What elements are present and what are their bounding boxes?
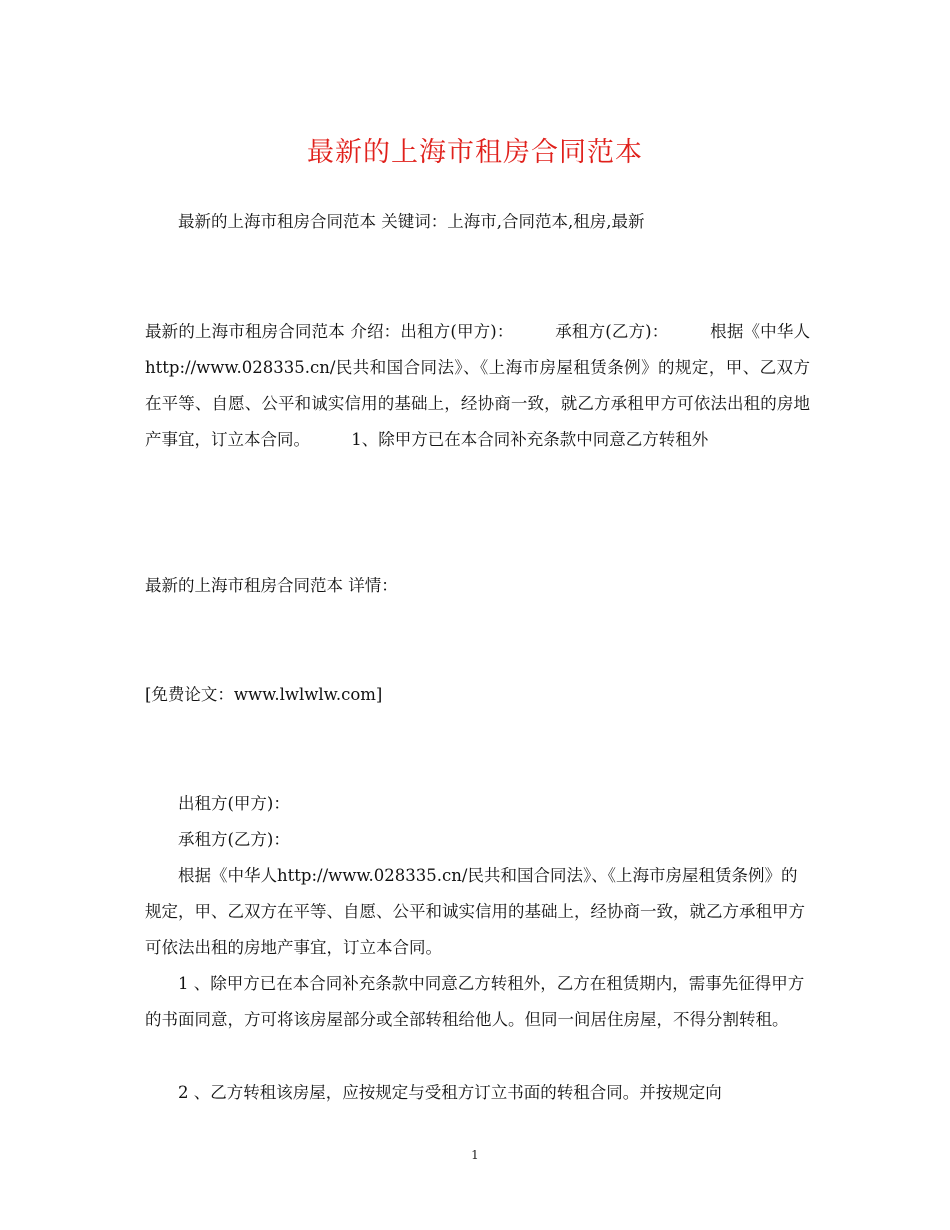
page-number: 1 — [471, 1148, 479, 1162]
intro-paragraph: 最新的上海市租房合同范本 介绍：出租方(甲方)： 承租方(乙方)： 根据《中华人http://www.028335.cn/民共和国合同法》、《上海市房屋租赁条例》的规定，甲、乙双方在平等、自愿、公平和诚实信用的基础上，经协商一致，就乙方承租甲方可依法出租的房地产事宜，订立本合同。 1、除甲方已在本合同补充条款中同意乙方转租外 — [145, 322, 810, 449]
keywords-line: 最新的上海市租房合同范本 关键词：上海市,合同范本,租房,最新 — [178, 212, 645, 231]
document-title: 最新的上海市租房合同范本 — [307, 137, 643, 168]
details-label: 最新的上海市租房合同范本 详情： — [145, 576, 398, 595]
clause-1-paragraph: 1 、除甲方已在本合同补充条款中同意乙方转租外，乙方在租赁期内，需事先征得甲方的书面同意，方可将该房屋部分或全部转租给他人。但同一间居住房屋，不得分割转租。 — [145, 974, 805, 1029]
basis-paragraph: 根据《中华人http://www.028335.cn/民共和国合同法》、《上海市房屋租赁条例》的规定，甲、乙双方在平等、自愿、公平和诚实信用的基础上，经协商一致，就乙方承租甲方可依法出租的房地产事宜，订立本合同。 — [145, 866, 805, 957]
lessee-line: 承租方(乙方)： — [178, 830, 290, 849]
clause-2-paragraph: 2 、乙方转租该房屋，应按规定与受租方订立书面的转租合同。并按规定向 — [178, 1083, 722, 1102]
free-paper-link[interactable]: [免费论文：www.lwlwlw.com] — [145, 685, 383, 704]
lessor-line: 出租方(甲方)： — [178, 794, 290, 813]
